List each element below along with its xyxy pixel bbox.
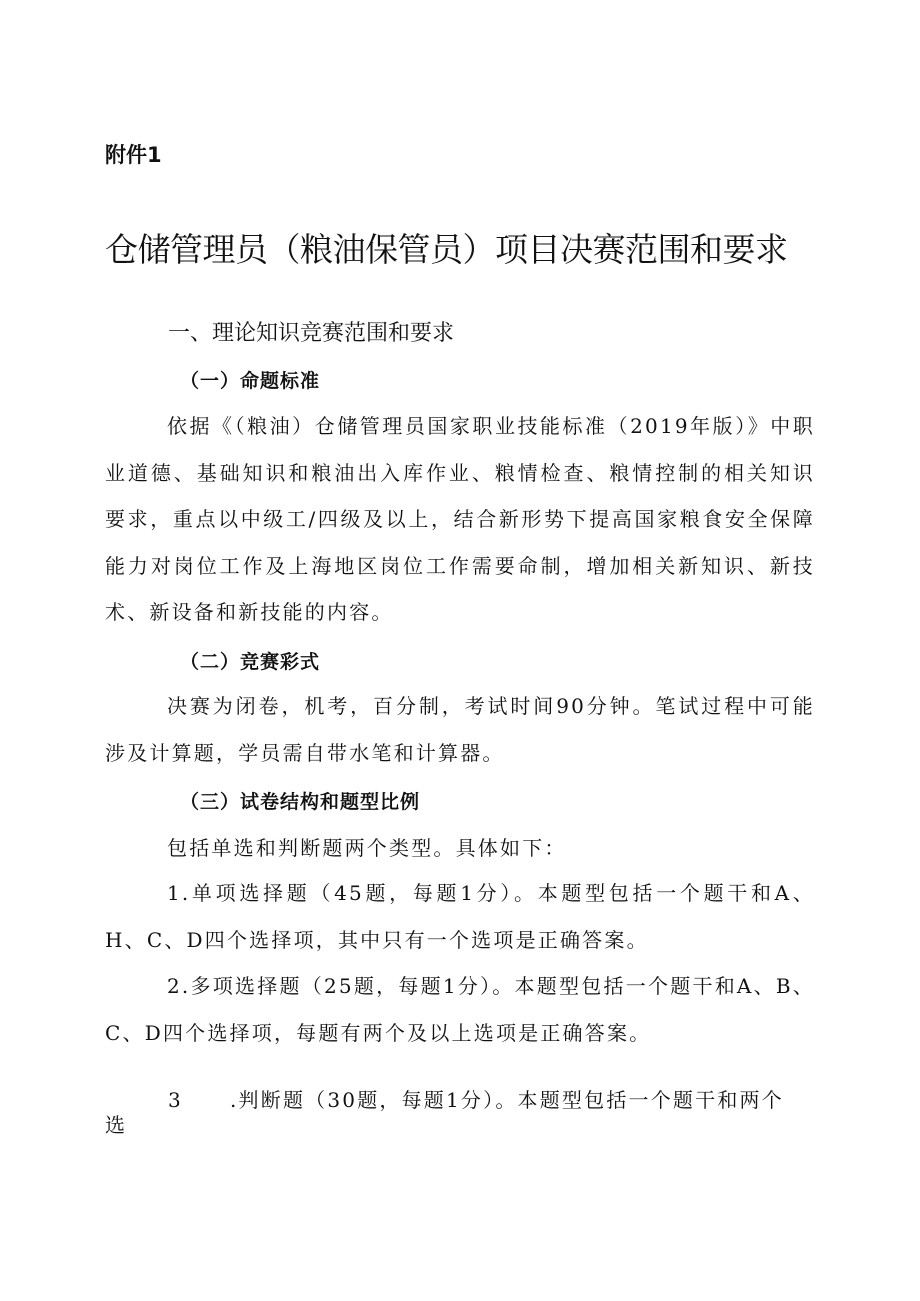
list-item-single-choice: 1.单项选择题（45题，每题1分）。本题型包括一个题干和A、H、C、D四个选择项，其中只有一个选项是正确答案。 [105, 881, 815, 952]
list-item-text: .判断题（30题，每题1分）。本题型包括一个题干和两个 [230, 1088, 784, 1112]
subsection-heading-structure: （三）试卷结构和题型比例 [180, 791, 421, 813]
paragraph-format: 决赛为闭卷，机考，百分制，考试时间90分钟。笔试过程中可能涉及计算题，学员需自带水笔和计算器。 [105, 694, 815, 765]
subsection-heading-standard: （一）命题标准 [180, 370, 321, 392]
list-item-true-false [168, 1085, 784, 1115]
section-heading-theory: 一、理论知识竞赛范围和要求 [168, 321, 455, 346]
subsection-heading-format: （二）竞赛彩式 [180, 651, 321, 673]
paragraph-structure-intro: 包括单选和判断题两个类型。具体如下： [167, 836, 567, 860]
page-title: 仓储管理员（粮油保管员）项目决赛范围和要求 [105, 230, 788, 269]
list-item-multiple-choice: 2.多项选择题（25题，每题1分）。本题型包括一个题干和A、B、C、D四个选择项，每题有两个及以上选项是正确答案。 [105, 974, 815, 1045]
list-item-continuation: 选 [105, 1113, 128, 1137]
attachment-label: 附件1 [105, 143, 162, 167]
list-item-number: 3 [168, 1088, 183, 1112]
paragraph-standard: 依据《（粮油）仓储管理员国家职业技能标准（2019年版）》中职业道德、基础知识和粮油出入库作业、粮情检查、粮情控制的相关知识要求，重点以中级工/四级及以上，结合新形势下提高国家粮食安全保障能力对岗位工作及上海地区岗位工作需要命制，增加相关新知识、新技术、新设备和新技能的内容。 [105, 414, 815, 624]
